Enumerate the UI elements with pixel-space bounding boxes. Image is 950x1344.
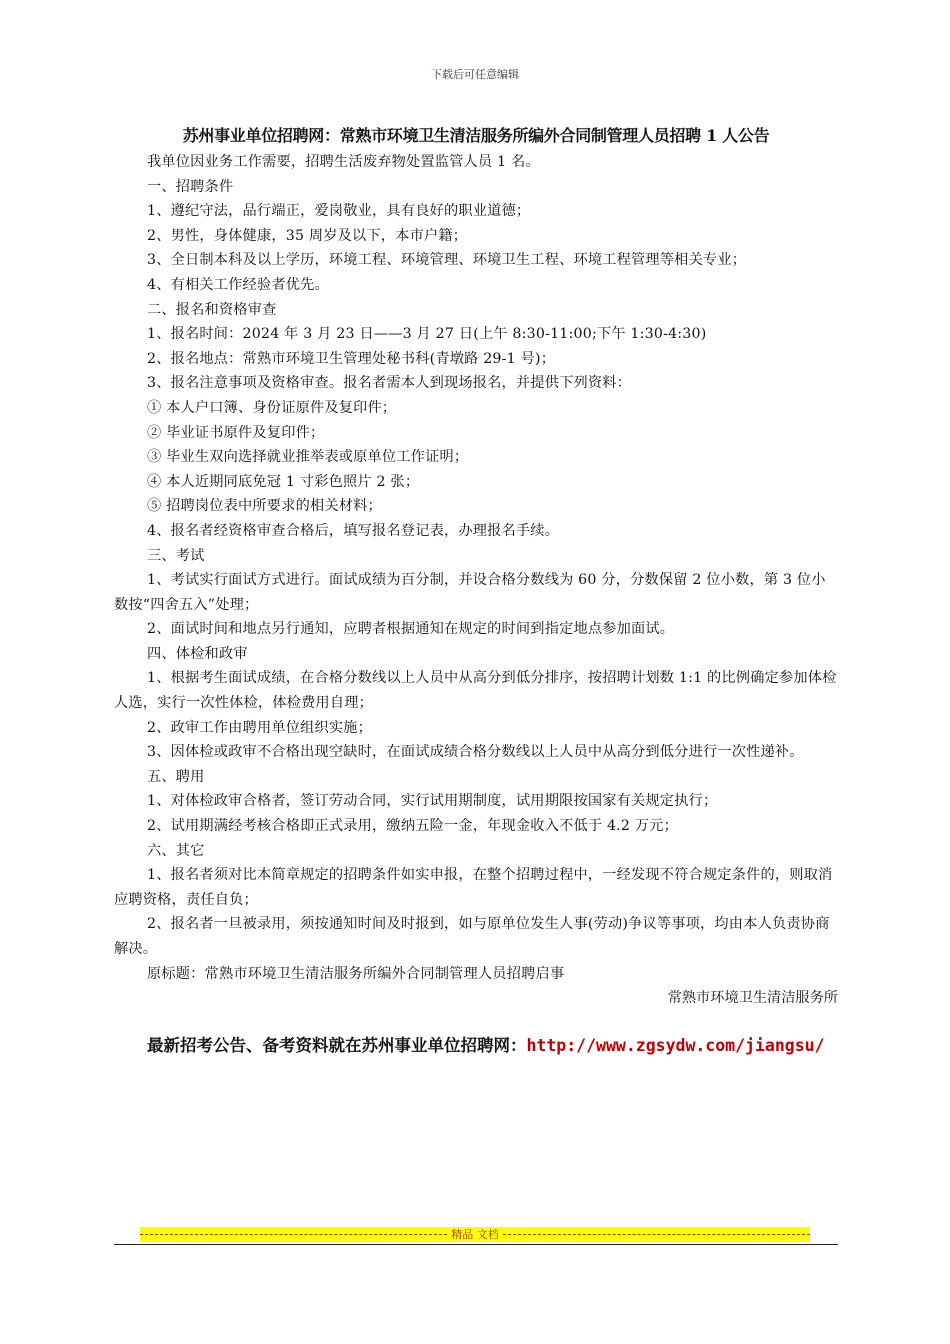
paragraph: 1、根据考生面试成绩，在合格分数线以上人员中从高分到低分排序，按招聘计划数 1:1 的比例确定参加体检人选，实行一次性体检，体检费用自理； [114,670,837,712]
paragraph: 2、报名者一旦被录用，须按通知时间及时报到，如与原单位发生人事(劳动)争议等事项，均由本人负责协商解决。 [114,916,830,957]
signature: 常熟市环境卫生清洁服务所 [667,990,838,1007]
footer-dash-right [503,1234,810,1235]
promo-text: 最新招考公告、备考资料就在苏州事业单位招聘网： [147,1035,527,1055]
paragraph: ④ 本人近期同底免冠 1 寸彩色照片 2 张； [147,473,420,490]
paragraph: 3、全日制本科及以上学历，环境工程、环境管理、环境卫生工程、环境工程管理等相关专业； [147,252,747,269]
paragraph: 1、报名时间：2024 年 3 月 23 日——3 月 27 日(上午 8:30-11:00;下午 1:30-4:30) [147,326,707,343]
promo-line [114,1033,838,1059]
paragraph: 3、报名注意事项及资格审查。报名者需本人到现场报名，并提供下列资料： [147,375,632,392]
paragraph: ① 本人户口簿、身份证原件及复印件； [147,399,397,416]
document-body [114,122,838,1075]
footer-label: 精品 文档 [451,1228,499,1241]
paragraph: 2、政审工作由聘用单位组织实施； [147,719,373,736]
paragraph: 1、考试实行面试方式进行。面试成绩为百分制，并设合格分数线为 60 分，分数保留 2 位小数，第 3 位小数按“四舍五入”处理； [114,572,826,613]
paragraph: ② 毕业证书原件及复印件； [147,424,325,441]
paragraph: ③ 毕业生双向选择就业推举表或原单位工作证明； [147,449,469,466]
paragraph: ⑤ 招聘岗位表中所要求的相关材料； [147,498,382,515]
paragraph: 四、体检和政审 [147,645,248,662]
paragraph: 二、报名和资格审查 [147,301,277,318]
paragraph: 4、报名者经资格审查合格后，填写报名登记表，办理报名手续。 [147,522,560,539]
paragraph-list [114,150,838,986]
footer-rule [114,1244,838,1245]
paragraph: 2、试用期满经考核合格即正式录用，缴纳五险一金，年现金收入不低于 4.2 万元； [147,818,678,835]
paragraph: 一、招聘条件 [147,178,234,195]
paragraph: 六、其它 [147,842,205,859]
paragraph: 2、男性，身体健康，35 周岁及以下，本市户籍； [147,227,468,244]
paragraph: 五、聘用 [147,768,205,785]
header-note: 下载后可任意编辑 [431,68,519,81]
paragraph: 4、有相关工作经验者优先。 [147,276,329,293]
footer-highlight-bar [140,1227,810,1242]
paragraph: 2、面试时间和地点另行通知，应聘者根据通知在规定的时间到指定地点参加面试。 [147,621,675,638]
paragraph: 原标题：常熟市环境卫生清洁服务所编外合同制管理人员招聘启事 [147,965,565,982]
paragraph: 1、对体检政审合格者，签订劳动合同，实行试用期制度，试用期限按国家有关规定执行； [147,793,718,810]
document-title: 苏州事业单位招聘网：常熟市环境卫生清洁服务所编外合同制管理人员招聘 1 人公告 [182,126,770,145]
promo-link[interactable]: http://www.zgsydw.com/jiangsu/ [526,1035,825,1055]
paragraph: 1、遵纪守法，品行端正，爱岗敬业，具有良好的职业道德； [147,203,531,220]
paragraph: 我单位因业务工作需要，招聘生活废弃物处置监管人员 1 名。 [147,154,540,170]
paragraph: 三、考试 [147,547,205,564]
paragraph: 1、报名者须对比本简章规定的招聘条件如实申报，在整个招聘过程中，一经发现不符合规定条件的，则取消应聘资格，责任自负； [114,867,833,908]
paragraph: 3、因体检或政审不合格出现空缺时，在面试成绩合格分数线以上人员中从高分到低分进行一次性递补。 [147,744,804,761]
paragraph: 2、报名地点：常熟市环境卫生管理处秘书科(青墩路 29-1 号)； [147,350,556,367]
footer-dash-left [140,1234,447,1235]
